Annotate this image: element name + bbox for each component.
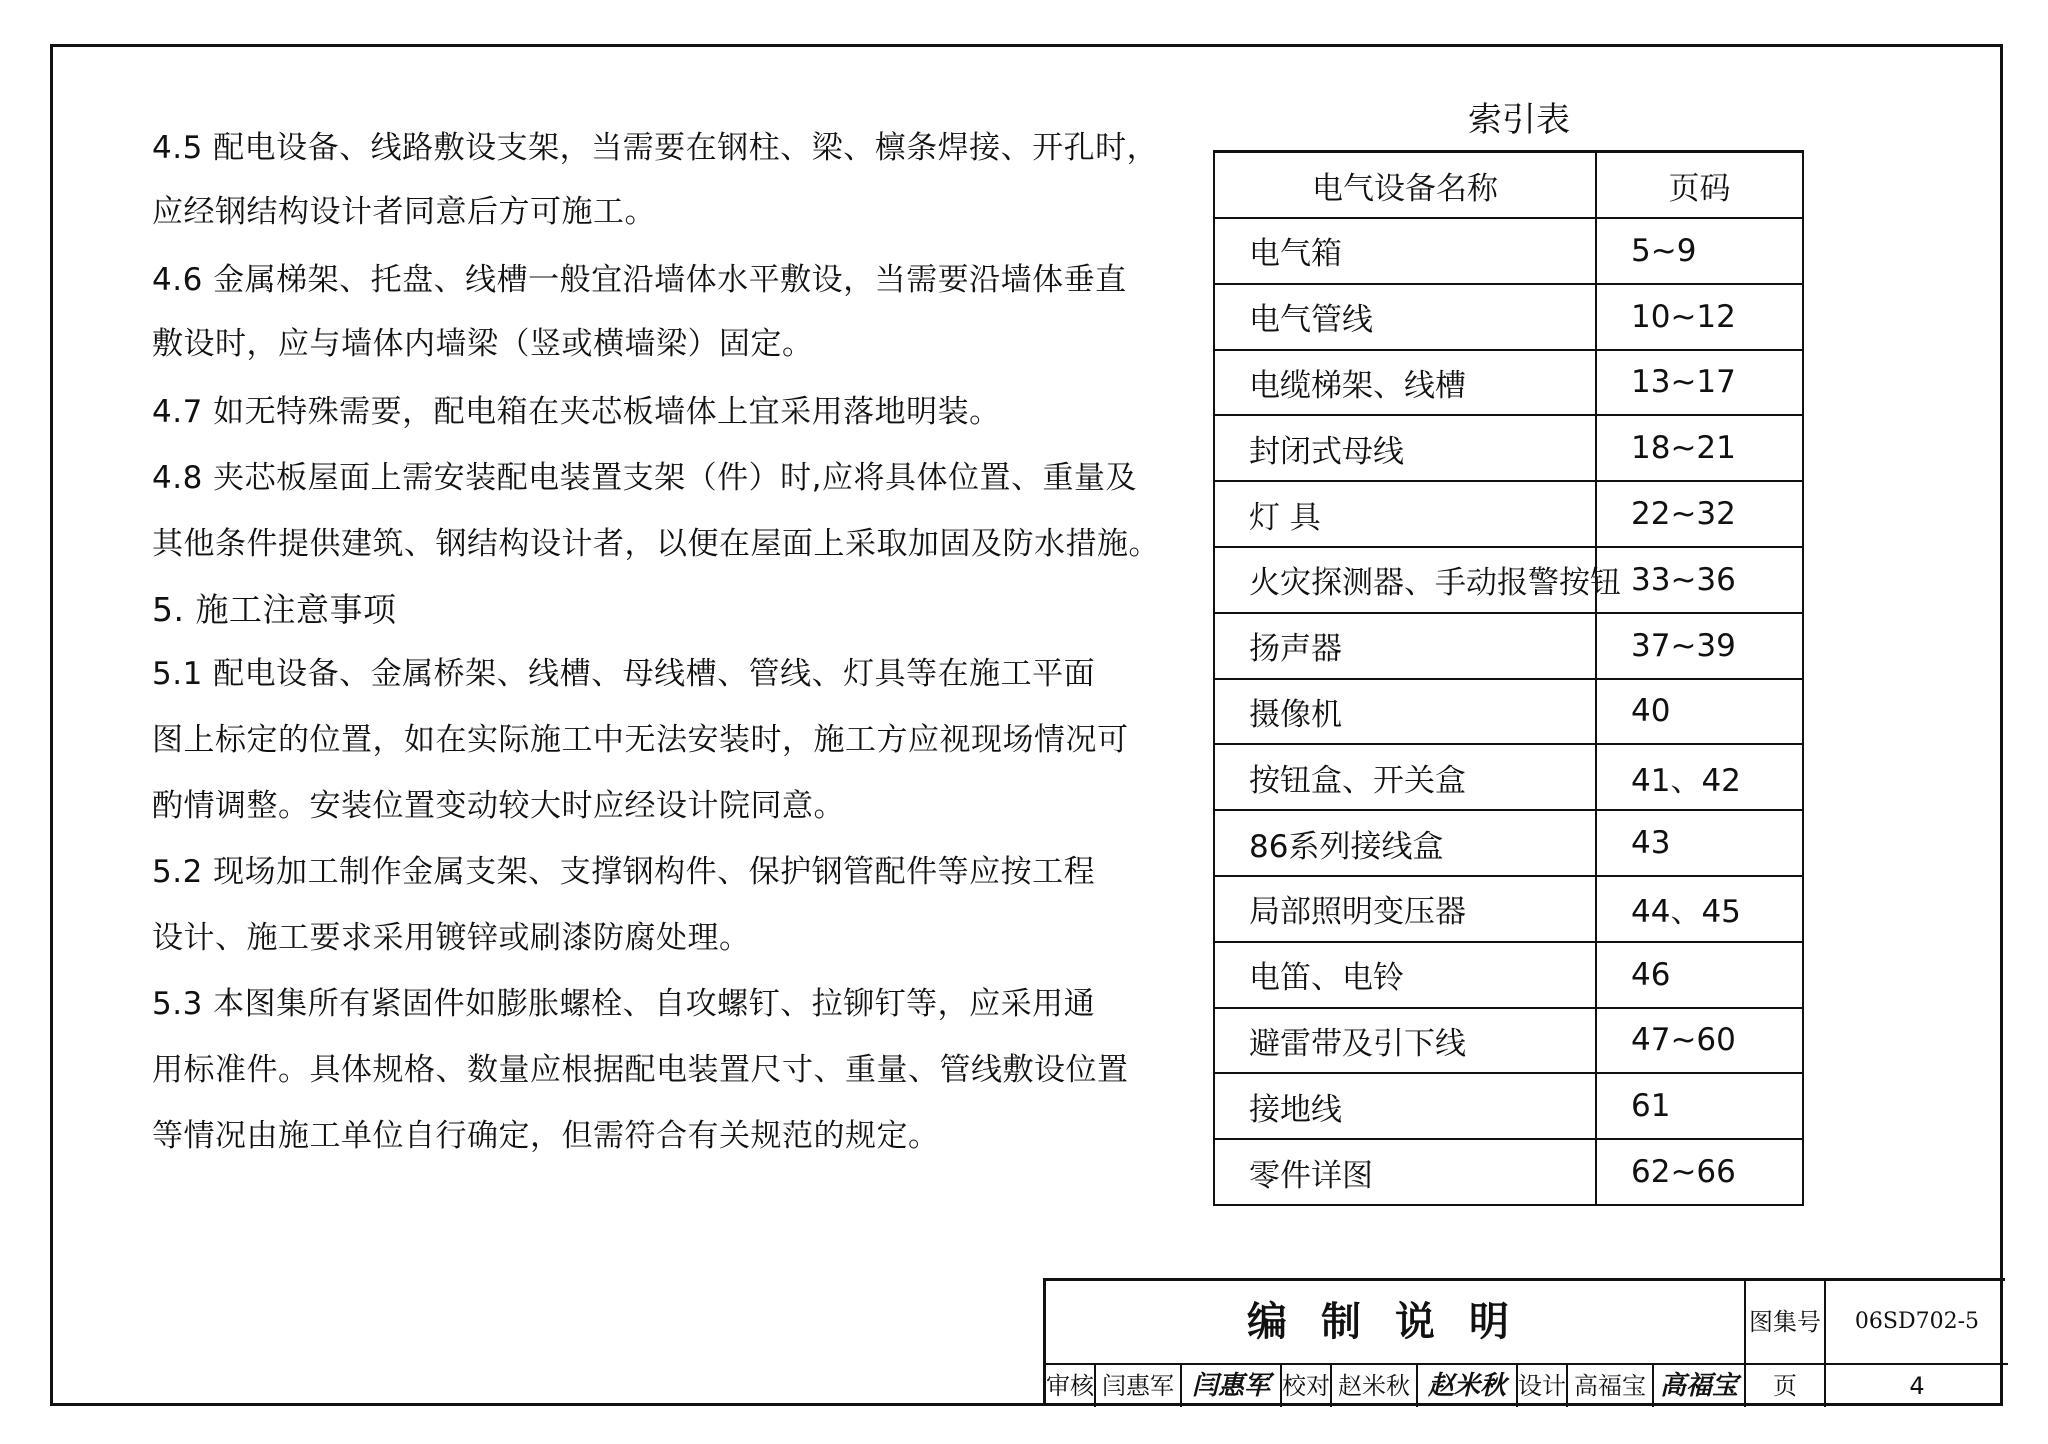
equipment-name: 按钮盒、开关盒 [1214,744,1596,810]
table-row [1214,1008,1803,1074]
section-heading: 5. 施工注意事项 [152,590,397,629]
page-range: 37~39 [1596,613,1803,679]
equipment-name: 扬声器 [1214,613,1596,679]
note-line: 应经钢结构设计者同意后方可施工。 [152,194,656,230]
table-row [1214,744,1803,810]
equipment-name: 封闭式母线 [1214,415,1596,481]
page-range: 40 [1596,679,1803,745]
table-row [1214,679,1803,745]
checker-name: 赵米秋 [1332,1365,1418,1407]
note-line: 等情况由施工单位自行确定，但需符合有关规范的规定。 [152,1118,940,1154]
atlas-number-label: 图集号 [1746,1281,1826,1363]
table-row [1214,876,1803,942]
table-row [1214,284,1803,350]
page-range: 46 [1596,942,1803,1008]
page-range: 44、45 [1596,876,1803,942]
note-line: 酌情调整。安装位置变动较大时应经设计院同意。 [152,788,845,824]
equipment-name: 电缆梯架、线槽 [1214,350,1596,416]
table-row [1214,810,1803,876]
note-line: 4.8 夹芯板屋面上需安装配电装置支架（件）时,应将具体位置、重量及 [152,460,1138,496]
table-row [1214,1073,1803,1139]
note-line: 4.6 金属梯架、托盘、线槽一般宜沿墙体水平敷设，当需要沿墙体垂直 [152,262,1127,298]
page-range: 10~12 [1596,284,1803,350]
note-line: 5.2 现场加工制作金属支架、支撑钢构件、保护钢管配件等应按工程 [152,854,1096,890]
equipment-name: 摄像机 [1214,679,1596,745]
page-range: 5~9 [1596,218,1803,284]
equipment-name: 灯 具 [1214,481,1596,547]
table-row [1214,613,1803,679]
page-range: 22~32 [1596,481,1803,547]
column-header-page: 页码 [1596,152,1803,219]
reviewer-name: 闫惠军 [1096,1365,1182,1407]
note-line: 用标准件。具体规格、数量应根据配电装置尺寸、重量、管线敷设位置 [152,1052,1129,1088]
page-range: 47~60 [1596,1008,1803,1074]
equipment-name: 86系列接线盒 [1214,810,1596,876]
designer-signature: 高福宝 [1654,1365,1746,1407]
page-number: 4 [1909,1372,1925,1400]
page-range: 43 [1596,810,1803,876]
checker-signature: 赵米秋 [1418,1365,1518,1407]
note-line: 图上标定的位置，如在实际施工中无法安装时，施工方应视现场情况可 [152,722,1129,758]
note-line: 设计、施工要求采用镀锌或刷漆防腐处理。 [152,920,751,956]
signature-row [1046,1363,2008,1407]
note-line: 4.5 配电设备、线路敷设支架，当需要在钢柱、梁、檩条焊接、开孔时， [152,130,1159,166]
table-row [1214,942,1803,1008]
table-row [1214,547,1803,613]
table-row [1214,481,1803,547]
design-label: 设计 [1518,1365,1568,1407]
check-label: 校对 [1282,1365,1332,1407]
page-range: 62~66 [1596,1139,1803,1205]
table-row [1214,350,1803,416]
reviewer-signature: 闫惠军 [1182,1365,1282,1407]
table-header-row [1214,152,1803,219]
equipment-name: 电笛、电铃 [1214,942,1596,1008]
equipment-name: 火灾探测器、手动报警按钮 [1214,547,1596,613]
equipment-name: 避雷带及引下线 [1214,1008,1596,1074]
note-line: 4.7 如无特殊需要，配电箱在夹芯板墙体上宜采用落地明装。 [152,394,1001,430]
note-line: 其他条件提供建筑、钢结构设计者，以便在屋面上采取加固及防水措施。 [152,526,1160,562]
page-range: 41、42 [1596,744,1803,810]
note-line: 5.1 配电设备、金属桥架、线槽、母线槽、管线、灯具等在施工平面 [152,656,1096,692]
page-label: 页 [1746,1365,1826,1407]
table-row [1214,218,1803,284]
note-line: 敷设时，应与墙体内墙梁（竖或横墙梁）固定。 [152,326,814,362]
table-row [1214,415,1803,481]
equipment-name: 零件详图 [1214,1139,1596,1205]
column-header-name: 电气设备名称 [1214,152,1596,219]
equipment-name: 局部照明变压器 [1214,876,1596,942]
page-range: 61 [1596,1073,1803,1139]
index-table-title: 索引表 [1468,100,1570,140]
equipment-name: 电气箱 [1214,218,1596,284]
index-table [1213,150,1804,1206]
equipment-name: 电气管线 [1214,284,1596,350]
title-block [1043,1278,2005,1404]
equipment-name: 接地线 [1214,1073,1596,1139]
table-row [1214,1139,1803,1205]
note-line: 5.3 本图集所有紧固件如膨胀螺栓、自攻螺钉、拉铆钉等，应采用通 [152,986,1096,1022]
drawing-title: 编制说明 [1046,1281,1746,1363]
page-range: 13~17 [1596,350,1803,416]
atlas-number: 06SD702-5 [1854,1309,1980,1334]
review-label: 审核 [1046,1365,1096,1407]
page-range: 33~36 [1596,547,1803,613]
designer-name: 高福宝 [1568,1365,1654,1407]
page-range: 18~21 [1596,415,1803,481]
